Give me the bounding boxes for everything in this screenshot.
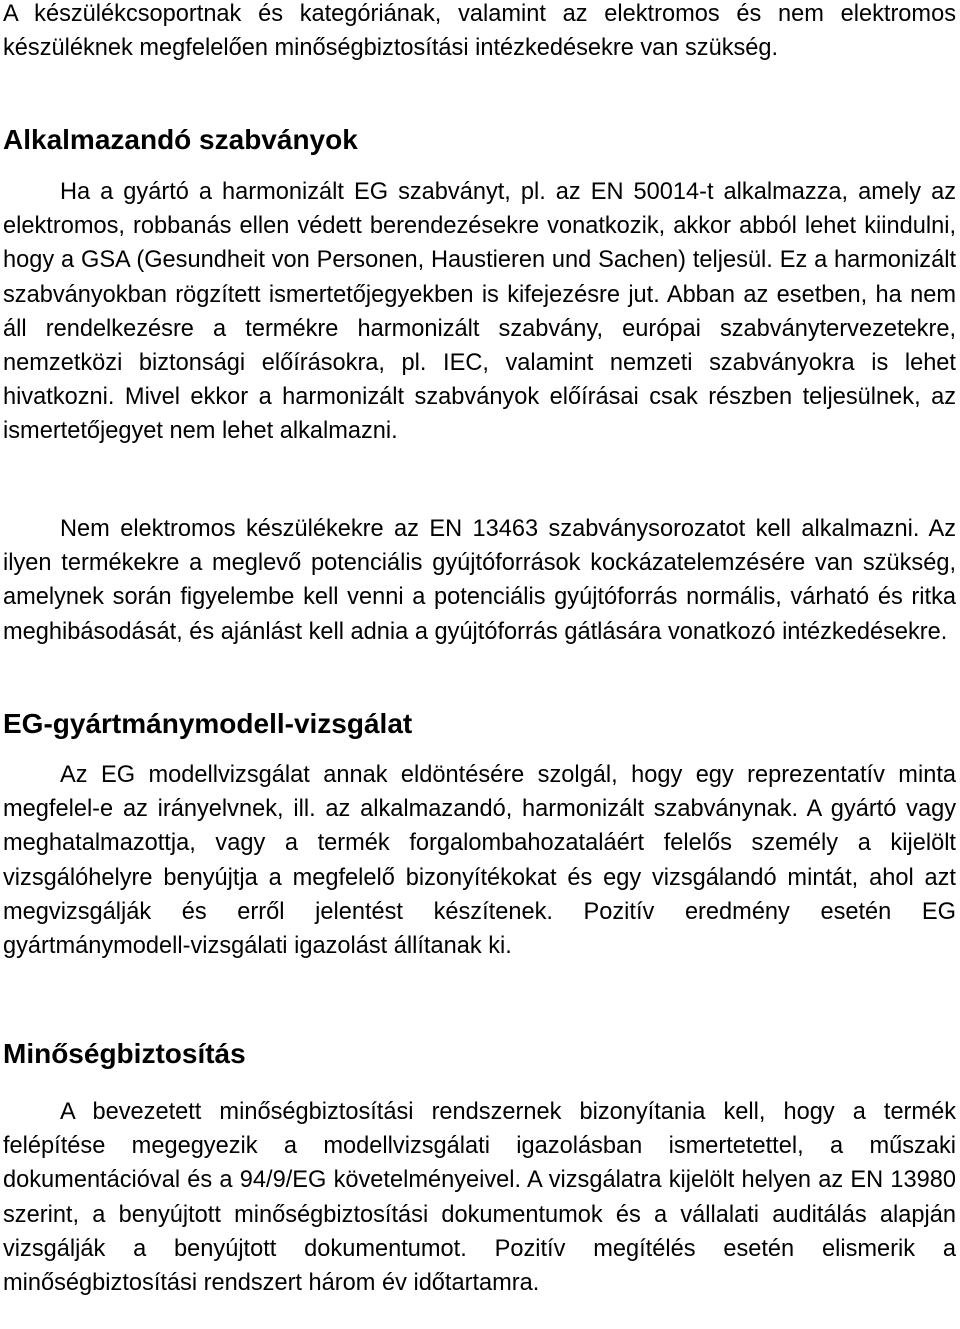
- quality-assurance-paragraph: A bevezetett minőségbiztosítási rendszernek bizonyítania kell, hogy a termék felépítése megegyezik a modellvizsgálati igazolásban ismertetettel, a műszaki dokumentációval és a 94/9/EG követelményeivel. A vizsgálatra kijelölt helyen az EN 13980 szerint, a benyújtott minőségbiztosítási dokumentumok és a vállalati auditálás alapján vizsgálják a benyújtott dokumentumot. Pozitív megítélés esetén elismerik a minőségbiztosítási rendszert három év időtartamra.: [3, 1099, 956, 1297]
- standards-paragraph-2: Nem elektromos készülékekre az EN 13463 szabványsorozatot kell alkalmazni. Az ilyen termékekre a meglevő potenciális gyújtóforrások kockázatelemzésére van szükség, amelynek során figyelembe kell venni a potenciális gyújtóforrás normális, várható és ritka meghibásodását, és ajánlást kell adnia a gyújtóforrás gátlására vonatkozó intézkedésekre.: [3, 516, 956, 645]
- section-heading-standards: Alkalmazandó szabványok: [3, 124, 358, 155]
- section-heading-type-examination: EG-gyártmánymodell-vizsgálat: [3, 708, 413, 739]
- standards-paragraph-1: Ha a gyártó a harmonizált EG szabványt, pl. az EN 50014-t alkalmazza, amely az elektromos, robbanás ellen védett berendezésekre vonatkozik, akkor abból lehet kiindulni, hogy a GSA (Gesundheit von Personen, Haustieren und Sachen) teljesül. Ez a harmonizált szabványokban rögzített ismertetőjegyekben is kifejezésre jut. Abban az esetben, ha nem áll rendelkezésre a termékre harmonizált szabvány, európai szabványtervezetekre, nemzetközi biztonsági előírásokra, pl. IEC, valamint nemzeti szabványokra is lehet hivatkozni. Mivel ekkor a harmonizált szabványok előírásai csak részben teljesülnek, az ismertetőjegyet nem lehet alkalmazni.: [3, 179, 956, 445]
- type-examination-paragraph: Az EG modellvizsgálat annak eldöntésére szolgál, hogy egy reprezentatív minta megfelel-e az irányelvnek, ill. az alkalmazandó, harmonizált szabványnak. A gyártó vagy meghatalmazottja, vagy a termék forgalombahozataláért felelős személy a kijelölt vizsgálóhelyre benyújtja a megfelelő bizonyítékokat és egy vizsgálandó mintát, ahol azt megvizsgálják és erről jelentést készítenek. Pozitív eredmény esetén EG gyártmánymodell-vizsgálati igazolást állítanak ki.: [3, 762, 956, 960]
- section-heading-quality-assurance: Minőségbiztosítás: [3, 1038, 246, 1069]
- intro-paragraph: A készülékcsoportnak és kategóriának, valamint az elektromos és nem elektromos készüléknek megfelelően minőségbiztosítási intézkedésekre van szükség.: [3, 1, 956, 62]
